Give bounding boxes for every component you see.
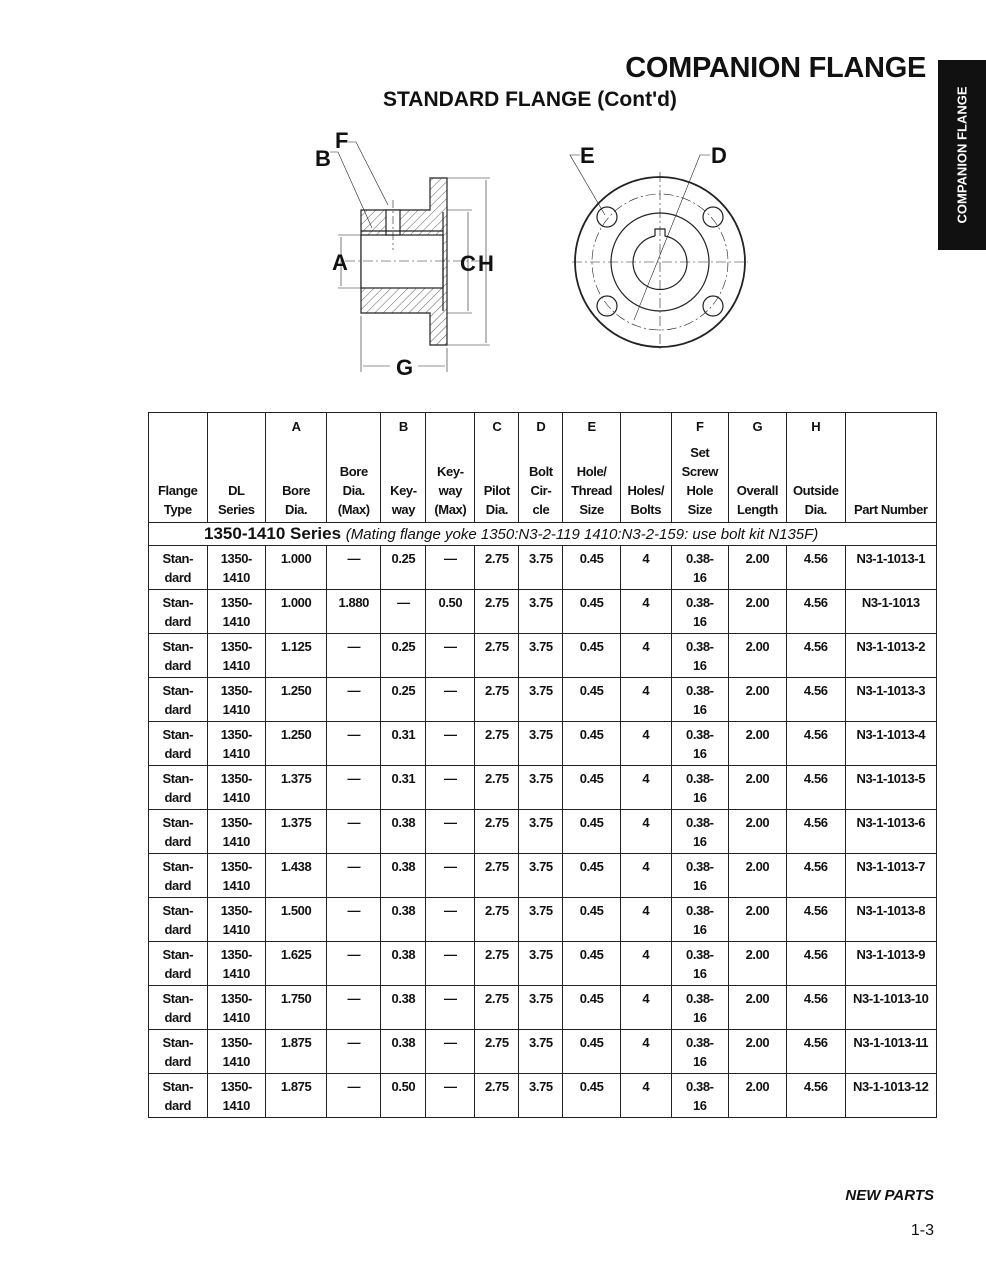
table-cell: N3-1-1013-12 bbox=[845, 1074, 937, 1118]
table-cell: 0.38 bbox=[381, 898, 426, 942]
table-cell: 1.438 bbox=[266, 854, 327, 898]
column-label: Bolt Cir- cle bbox=[529, 464, 553, 517]
table-cell: 1350- 1410 bbox=[207, 722, 266, 766]
table-cell: 4.56 bbox=[787, 986, 845, 1030]
table-cell: 4.56 bbox=[787, 722, 845, 766]
table-cell: 1.875 bbox=[266, 1030, 327, 1074]
table-cell: 1.875 bbox=[266, 1074, 327, 1118]
table-cell: 2.00 bbox=[728, 1030, 786, 1074]
column-label: Bore Dia. (Max) bbox=[337, 464, 370, 517]
table-cell: 0.45 bbox=[563, 1074, 620, 1118]
table-cell: — bbox=[426, 942, 475, 986]
table-cell: 3.75 bbox=[519, 678, 563, 722]
column-dimension-letter: G bbox=[752, 419, 763, 434]
flange-spec-table bbox=[148, 412, 937, 1118]
column-dimension-letter: F bbox=[696, 419, 704, 434]
table-cell: 4 bbox=[620, 898, 671, 942]
front-view bbox=[570, 155, 748, 352]
table-cell: 2.75 bbox=[475, 942, 519, 986]
table-cell: 4.56 bbox=[787, 634, 845, 678]
table-cell: 2.75 bbox=[475, 1074, 519, 1118]
table-cell: N3-1-1013-11 bbox=[845, 1030, 937, 1074]
table-cell: 4 bbox=[620, 1074, 671, 1118]
column-dimension-letter: C bbox=[492, 419, 502, 434]
table-cell: 3.75 bbox=[519, 854, 563, 898]
column-header bbox=[327, 413, 381, 523]
table-cell: — bbox=[327, 986, 381, 1030]
table-cell: N3-1-1013-4 bbox=[845, 722, 937, 766]
table-cell: 1.250 bbox=[266, 678, 327, 722]
table-cell: — bbox=[426, 898, 475, 942]
table-cell: N3-1-1013-6 bbox=[845, 810, 937, 854]
table-cell: 2.75 bbox=[475, 1030, 519, 1074]
column-dimension-letter: D bbox=[536, 419, 546, 434]
table-cell: 0.38 bbox=[381, 986, 426, 1030]
column-header bbox=[519, 413, 563, 523]
table-cell: — bbox=[327, 766, 381, 810]
column-header bbox=[475, 413, 519, 523]
column-dimension-letter: H bbox=[811, 419, 821, 434]
table-cell: 2.00 bbox=[728, 678, 786, 722]
table-cell: 4.56 bbox=[787, 678, 845, 722]
table-cell: — bbox=[426, 810, 475, 854]
table-cell: Stan- dard bbox=[149, 1030, 208, 1074]
table-cell: 0.38- 16 bbox=[671, 810, 728, 854]
table-cell: 2.00 bbox=[728, 942, 786, 986]
table-cell: 1.000 bbox=[266, 590, 327, 634]
table-row bbox=[149, 1074, 937, 1118]
table-cell: 0.25 bbox=[381, 546, 426, 590]
table-row bbox=[149, 546, 937, 590]
table-cell: — bbox=[426, 766, 475, 810]
table-row bbox=[149, 722, 937, 766]
label-c: C bbox=[460, 251, 476, 276]
table-cell: 1.625 bbox=[266, 942, 327, 986]
table-cell: — bbox=[327, 854, 381, 898]
table-cell: 0.31 bbox=[381, 766, 426, 810]
column-header bbox=[845, 413, 937, 523]
table-cell: 0.38- 16 bbox=[671, 942, 728, 986]
table-cell: 0.45 bbox=[563, 678, 620, 722]
table-cell: — bbox=[426, 854, 475, 898]
table-cell: 2.00 bbox=[728, 634, 786, 678]
column-dimension-letter: E bbox=[587, 419, 596, 434]
table-row bbox=[149, 854, 937, 898]
table-cell: 2.75 bbox=[475, 986, 519, 1030]
table-cell: N3-1-1013-5 bbox=[845, 766, 937, 810]
table-cell: 0.25 bbox=[381, 678, 426, 722]
column-label: Part Number bbox=[853, 502, 928, 517]
table-cell: 0.38 bbox=[381, 810, 426, 854]
table-cell: 0.50 bbox=[381, 1074, 426, 1118]
table-cell: 3.75 bbox=[519, 766, 563, 810]
column-label: Outside Dia. bbox=[792, 483, 839, 517]
table-cell: N3-1-1013-9 bbox=[845, 942, 937, 986]
column-label: Key- way (Max) bbox=[434, 464, 467, 517]
table-cell: 0.45 bbox=[563, 898, 620, 942]
column-header bbox=[266, 413, 327, 523]
table-cell: 0.38 bbox=[381, 1030, 426, 1074]
table-cell: 2.75 bbox=[475, 546, 519, 590]
table-cell: N3-1-1013-7 bbox=[845, 854, 937, 898]
table-cell: N3-1-1013-8 bbox=[845, 898, 937, 942]
table-cell: — bbox=[327, 634, 381, 678]
label-a: A bbox=[332, 250, 348, 275]
table-cell: 0.38- 16 bbox=[671, 678, 728, 722]
page-number: 1-3 bbox=[910, 1222, 934, 1239]
table-cell: 4 bbox=[620, 942, 671, 986]
table-cell: 1.000 bbox=[266, 546, 327, 590]
table-row bbox=[149, 810, 937, 854]
table-cell: — bbox=[426, 634, 475, 678]
table-cell: 0.25 bbox=[381, 634, 426, 678]
table-cell: 0.38- 16 bbox=[671, 722, 728, 766]
table-cell: 1350- 1410 bbox=[207, 678, 266, 722]
column-label: Pilot Dia. bbox=[483, 483, 510, 517]
column-label: Bore Dia. bbox=[282, 483, 311, 517]
table-cell: 0.38- 16 bbox=[671, 546, 728, 590]
table-cell: 4.56 bbox=[787, 590, 845, 634]
table-cell: 3.75 bbox=[519, 590, 563, 634]
table-cell: Stan- dard bbox=[149, 590, 208, 634]
column-dimension-letter: B bbox=[398, 419, 408, 434]
page-title: COMPANION FLANGE bbox=[625, 52, 926, 84]
table-cell: 1350- 1410 bbox=[207, 810, 266, 854]
table-cell: 4 bbox=[620, 634, 671, 678]
table-cell: 0.45 bbox=[563, 986, 620, 1030]
table-cell: 3.75 bbox=[519, 942, 563, 986]
table-cell: — bbox=[426, 678, 475, 722]
table-cell: 1350- 1410 bbox=[207, 634, 266, 678]
side-tab-label: COMPANION FLANGE bbox=[954, 86, 970, 224]
table-cell: 0.45 bbox=[563, 546, 620, 590]
table-cell: 0.38- 16 bbox=[671, 1030, 728, 1074]
table-cell: 1350- 1410 bbox=[207, 766, 266, 810]
column-header bbox=[381, 413, 426, 523]
column-header bbox=[671, 413, 728, 523]
table-cell: Stan- dard bbox=[149, 546, 208, 590]
table-cell: Stan- dard bbox=[149, 810, 208, 854]
table-cell: Stan- dard bbox=[149, 1074, 208, 1118]
column-label: Overall Length bbox=[736, 483, 779, 517]
table-cell: 2.75 bbox=[475, 766, 519, 810]
table-row bbox=[149, 1030, 937, 1074]
table-cell: — bbox=[327, 1074, 381, 1118]
table-cell: 4.56 bbox=[787, 854, 845, 898]
table-cell: 2.00 bbox=[728, 1074, 786, 1118]
table-cell: 2.75 bbox=[475, 590, 519, 634]
table-cell: 0.31 bbox=[381, 722, 426, 766]
table-cell: N3-1-1013-1 bbox=[845, 546, 937, 590]
table-cell: 3.75 bbox=[519, 1074, 563, 1118]
table-cell: N3-1-1013-3 bbox=[845, 678, 937, 722]
table-cell: 1350- 1410 bbox=[207, 986, 266, 1030]
table-cell: 0.38- 16 bbox=[671, 766, 728, 810]
table-cell: 2.00 bbox=[728, 986, 786, 1030]
table-cell: 2.00 bbox=[728, 766, 786, 810]
column-header bbox=[149, 413, 208, 523]
table-row bbox=[149, 986, 937, 1030]
table-cell: — bbox=[327, 810, 381, 854]
table-cell: — bbox=[327, 942, 381, 986]
column-header bbox=[787, 413, 845, 523]
column-label: DL Series bbox=[218, 483, 255, 517]
column-header bbox=[563, 413, 620, 523]
table-cell: Stan- dard bbox=[149, 986, 208, 1030]
table-cell: 1350- 1410 bbox=[207, 942, 266, 986]
table-header-row bbox=[149, 413, 937, 523]
series-row bbox=[149, 523, 937, 546]
table-cell: 0.45 bbox=[563, 590, 620, 634]
label-b: B bbox=[315, 146, 331, 171]
table-cell: 3.75 bbox=[519, 634, 563, 678]
table-cell: 0.38- 16 bbox=[671, 898, 728, 942]
table-cell: 4 bbox=[620, 722, 671, 766]
table-cell: 0.50 bbox=[426, 590, 475, 634]
column-header bbox=[620, 413, 671, 523]
table-cell: 0.45 bbox=[563, 854, 620, 898]
label-g: G bbox=[396, 355, 414, 380]
label-f: F bbox=[335, 128, 349, 153]
table-cell: 1.750 bbox=[266, 986, 327, 1030]
column-dimension-letter: A bbox=[291, 419, 301, 434]
label-e: E bbox=[580, 143, 595, 168]
table-cell: 0.38- 16 bbox=[671, 590, 728, 634]
table-cell: 2.00 bbox=[728, 854, 786, 898]
table-cell: 3.75 bbox=[519, 1030, 563, 1074]
table-cell: 4.56 bbox=[787, 1074, 845, 1118]
table-cell: 2.00 bbox=[728, 810, 786, 854]
series-note: (Mating flange yoke 1350:N3-2-119 1410:N3-2-159: use bolt kit N135F) bbox=[345, 526, 819, 543]
table-cell: 1350- 1410 bbox=[207, 1030, 266, 1074]
column-label: Hole/ Thread Size bbox=[571, 464, 613, 517]
column-header bbox=[426, 413, 475, 523]
table-cell: 1.375 bbox=[266, 766, 327, 810]
table-cell: 4 bbox=[620, 766, 671, 810]
table-cell: — bbox=[426, 1030, 475, 1074]
table-cell: 2.75 bbox=[475, 854, 519, 898]
table-cell: 2.75 bbox=[475, 898, 519, 942]
table-cell: 4 bbox=[620, 986, 671, 1030]
table-row bbox=[149, 766, 937, 810]
table-cell: 4 bbox=[620, 810, 671, 854]
label-h: H bbox=[478, 251, 494, 276]
table-cell: 4.56 bbox=[787, 942, 845, 986]
table-cell: 1.500 bbox=[266, 898, 327, 942]
table-cell: 0.38- 16 bbox=[671, 1074, 728, 1118]
table-cell: 1350- 1410 bbox=[207, 854, 266, 898]
table-cell: 2.00 bbox=[728, 546, 786, 590]
table-cell: 3.75 bbox=[519, 810, 563, 854]
table-cell: N3-1-1013 bbox=[845, 590, 937, 634]
column-label: Holes/ Bolts bbox=[627, 483, 665, 517]
table-cell: N3-1-1013-2 bbox=[845, 634, 937, 678]
table-cell: — bbox=[426, 1074, 475, 1118]
series-heading bbox=[149, 523, 937, 546]
new-parts-note: NEW PARTS bbox=[845, 1187, 934, 1204]
column-label: Set Screw Hole Size bbox=[681, 445, 718, 517]
table-cell: 3.75 bbox=[519, 722, 563, 766]
table-cell: 0.38- 16 bbox=[671, 634, 728, 678]
table-cell: Stan- dard bbox=[149, 942, 208, 986]
table-cell: 0.38- 16 bbox=[671, 854, 728, 898]
table-cell: Stan- dard bbox=[149, 854, 208, 898]
table-row bbox=[149, 898, 937, 942]
table-cell: — bbox=[327, 546, 381, 590]
flange-diagram bbox=[0, 0, 986, 400]
table-cell: 4.56 bbox=[787, 766, 845, 810]
page-subtitle: STANDARD FLANGE (Cont'd) bbox=[383, 88, 677, 111]
table-cell: — bbox=[426, 722, 475, 766]
table-cell: 4 bbox=[620, 1030, 671, 1074]
column-label: Flange Type bbox=[158, 483, 198, 517]
table-cell: 0.45 bbox=[563, 1030, 620, 1074]
table-cell: 1350- 1410 bbox=[207, 898, 266, 942]
table-cell: 2.00 bbox=[728, 590, 786, 634]
table-row bbox=[149, 590, 937, 634]
table-cell: Stan- dard bbox=[149, 634, 208, 678]
table-cell: 0.38 bbox=[381, 942, 426, 986]
table-cell: — bbox=[426, 986, 475, 1030]
table-cell: 1350- 1410 bbox=[207, 1074, 266, 1118]
table-cell: 0.45 bbox=[563, 634, 620, 678]
table-cell: Stan- dard bbox=[149, 766, 208, 810]
table-cell: 0.45 bbox=[563, 942, 620, 986]
table-cell: 0.45 bbox=[563, 810, 620, 854]
table-cell: 3.75 bbox=[519, 546, 563, 590]
table-cell: 4 bbox=[620, 678, 671, 722]
label-d: D bbox=[711, 143, 727, 168]
table-cell: 2.75 bbox=[475, 678, 519, 722]
table-cell: 0.38 bbox=[381, 854, 426, 898]
table-cell: 0.45 bbox=[563, 766, 620, 810]
table-cell: 1350- 1410 bbox=[207, 546, 266, 590]
table-cell: 2.00 bbox=[728, 898, 786, 942]
table-row bbox=[149, 678, 937, 722]
table-cell: 1.375 bbox=[266, 810, 327, 854]
table-cell: 4 bbox=[620, 590, 671, 634]
table-cell: 2.75 bbox=[475, 810, 519, 854]
table-cell: 1.125 bbox=[266, 634, 327, 678]
table-cell: 3.75 bbox=[519, 986, 563, 1030]
table-cell: 1350- 1410 bbox=[207, 590, 266, 634]
table-cell: Stan- dard bbox=[149, 722, 208, 766]
table-cell: — bbox=[426, 546, 475, 590]
table-cell: 4.56 bbox=[787, 810, 845, 854]
table-cell: 2.75 bbox=[475, 722, 519, 766]
table-cell: 2.75 bbox=[475, 634, 519, 678]
table-cell: — bbox=[327, 722, 381, 766]
table-cell: Stan- dard bbox=[149, 898, 208, 942]
table-cell: N3-1-1013-10 bbox=[845, 986, 937, 1030]
table-cell: — bbox=[327, 678, 381, 722]
table-cell: 4 bbox=[620, 854, 671, 898]
column-header bbox=[728, 413, 786, 523]
table-cell: 0.38- 16 bbox=[671, 986, 728, 1030]
table-cell: 3.75 bbox=[519, 898, 563, 942]
table-cell: — bbox=[327, 1030, 381, 1074]
column-label: Key- way bbox=[390, 483, 417, 517]
table-cell: 4 bbox=[620, 546, 671, 590]
table-cell: — bbox=[381, 590, 426, 634]
table-cell: 4.56 bbox=[787, 1030, 845, 1074]
table-cell: Stan- dard bbox=[149, 678, 208, 722]
table-cell: 1.250 bbox=[266, 722, 327, 766]
table-cell: 1.880 bbox=[327, 590, 381, 634]
table-row bbox=[149, 634, 937, 678]
table-row bbox=[149, 942, 937, 986]
table-cell: 4.56 bbox=[787, 546, 845, 590]
table-cell: 2.00 bbox=[728, 722, 786, 766]
table-cell: — bbox=[327, 898, 381, 942]
table-cell: 0.45 bbox=[563, 722, 620, 766]
series-title: 1350-1410 Series bbox=[204, 524, 342, 543]
column-header bbox=[207, 413, 266, 523]
table-cell: 4.56 bbox=[787, 898, 845, 942]
